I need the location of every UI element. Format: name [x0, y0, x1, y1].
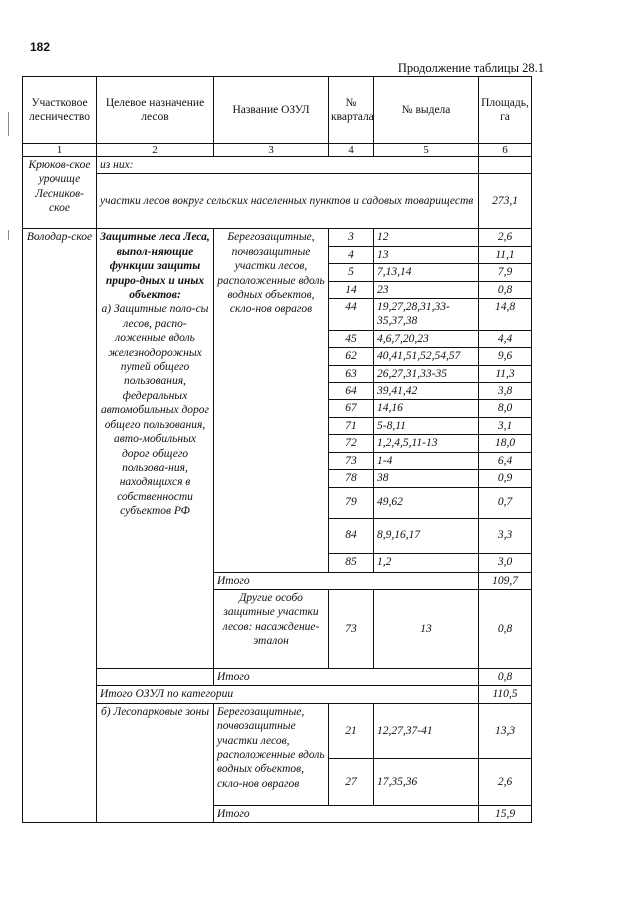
plot-cell: 12: [374, 229, 479, 246]
of-them-label: из них:: [97, 157, 479, 174]
page-number: 182: [30, 40, 51, 54]
area-cell: 4,4: [479, 330, 532, 347]
plot-cell: 19,27,28,31,33-35,37,38: [374, 299, 479, 331]
quarter-cell: 84: [329, 518, 374, 553]
quarter-cell: 79: [329, 487, 374, 518]
plot-cell: 1-4: [374, 452, 479, 469]
column-number: 1: [23, 144, 97, 157]
area-cell: 2,6: [479, 229, 532, 246]
table-row: [23, 229, 532, 246]
quarter-cell: 14: [329, 281, 374, 298]
subtotal-value: 109,7: [479, 572, 532, 589]
subtotal-label: Итого: [214, 805, 479, 822]
area-cell: 11,1: [479, 246, 532, 263]
area-cell: 3,3: [479, 518, 532, 553]
quarter-cell: 73: [329, 452, 374, 469]
subtotal-value: 15,9: [479, 805, 532, 822]
other-ozul-name: Другие особо защитные участки лесов: насаждение-эталон: [214, 589, 329, 668]
subtotal-row: [23, 668, 532, 685]
plot-cell: 7,13,14: [374, 264, 479, 281]
area-cell: 7,9: [479, 264, 532, 281]
quarter-cell: 44: [329, 299, 374, 331]
header-ozul-name: Название ОЗУЛ: [214, 77, 329, 144]
table-row: [23, 174, 532, 229]
area-cell: 6,4: [479, 452, 532, 469]
plot-cell: 49,62: [374, 487, 479, 518]
plot-cell: 1,2: [374, 553, 479, 572]
purpose-title: Защитные леса Леса, выпол-няющие функции защиты приро-дных и иных объектов:: [100, 231, 210, 302]
margin-mark: [8, 112, 9, 136]
quarter-cell: 21: [329, 703, 374, 758]
quarter-cell: 3: [329, 229, 374, 246]
area-cell: 3,8: [479, 383, 532, 400]
column-number: 6: [479, 144, 532, 157]
plot-cell: 5-8,11: [374, 417, 479, 434]
plot-cell: 13: [374, 246, 479, 263]
column-number: 2: [97, 144, 214, 157]
quarter-cell: 63: [329, 365, 374, 382]
plot-cell: 26,27,31,33-35: [374, 365, 479, 382]
header-purpose: Целевое назначение лесов: [97, 77, 214, 144]
quarter-cell: 67: [329, 400, 374, 417]
area-cell: 0,9: [479, 470, 532, 487]
area-cell: 0,7: [479, 487, 532, 518]
area-cell: 9,6: [479, 348, 532, 365]
park-zone-title: б) Лесопарковые зоны: [97, 703, 214, 822]
area-cell: 14,8: [479, 299, 532, 331]
plot-cell: 1,2,4,5,11-13: [374, 435, 479, 452]
plot-cell: 13: [374, 589, 479, 668]
quarter-cell: 78: [329, 470, 374, 487]
column-number: 5: [374, 144, 479, 157]
subtotal-value: 0,8: [479, 668, 532, 685]
plot-cell: 8,9,16,17: [374, 518, 479, 553]
column-number: 4: [329, 144, 374, 157]
quarter-cell: 62: [329, 348, 374, 365]
plot-cell: 12,27,37-41: [374, 703, 479, 758]
area-cell: 0,8: [479, 589, 532, 668]
quarter-cell: 72: [329, 435, 374, 452]
subtotal-label: Итого: [214, 668, 479, 685]
plot-cell: 40,41,51,52,54,57: [374, 348, 479, 365]
plot-cell: 39,41,42: [374, 383, 479, 400]
table-row: [23, 703, 532, 758]
forestry-name: Володар-ское: [23, 229, 97, 823]
ozul-name: Берегозащитные, почвозащитные участки лесов, расположенные вдоль водных объектов, скло-нов оврагов: [214, 229, 329, 572]
plot-cell: 4,6,7,20,23: [374, 330, 479, 347]
area-cell: [479, 157, 532, 174]
park-ozul-name: Берегозащитные, почвозащитные участки лесов, расположенные вдоль водных объектов, скло-нов оврагов: [214, 703, 329, 805]
purpose-subtitle: а) Защитные поло-сы лесов, распо-ложенные вдоль железнодорожных путей общего пользования, федеральных автомобильных дорог общего пользования, авто-мобильных дорог общего пользова-ния, находящихся в собственности субъектов РФ: [100, 303, 210, 518]
purpose-cell: [97, 229, 214, 669]
area-cell: 273,1: [479, 174, 532, 229]
header-quarter: № квартала: [329, 77, 374, 144]
header-forestry: Участковое лесничество: [23, 77, 97, 144]
quarter-cell: 4: [329, 246, 374, 263]
header-area: Площадь, га: [479, 77, 532, 144]
plot-cell: 17,35,36: [374, 758, 479, 805]
category-total-value: 110,5: [479, 686, 532, 703]
area-cell: 0,8: [479, 281, 532, 298]
area-cell: 18,0: [479, 435, 532, 452]
quarter-cell: 73: [329, 589, 374, 668]
area-cell: 3,0: [479, 553, 532, 572]
table-continuation-caption: Продолжение таблицы 28.1: [397, 61, 544, 75]
quarter-cell: 27: [329, 758, 374, 805]
forestry-name: Крюков-ское урочище Лесников-ское: [23, 157, 97, 229]
area-cell: 2,6: [479, 758, 532, 805]
plot-description: участки лесов вокруг сельских населенных пунктов и садовых товариществ: [97, 174, 479, 229]
ozul-table: [22, 76, 532, 823]
quarter-cell: 85: [329, 553, 374, 572]
quarter-cell: 64: [329, 383, 374, 400]
table-header-row: [23, 77, 532, 144]
quarter-cell: 5: [329, 264, 374, 281]
area-cell: 13,3: [479, 703, 532, 758]
area-cell: 3,1: [479, 417, 532, 434]
category-total-row: [23, 686, 532, 703]
column-number-row: [23, 144, 532, 157]
column-number: 3: [214, 144, 329, 157]
margin-mark: [8, 230, 9, 240]
area-cell: 11,3: [479, 365, 532, 382]
header-plot: № выдела: [374, 77, 479, 144]
quarter-cell: 71: [329, 417, 374, 434]
area-cell: 8,0: [479, 400, 532, 417]
category-total-label: Итого ОЗУЛ по категории: [97, 686, 479, 703]
empty-cell: [97, 668, 214, 685]
plot-cell: 23: [374, 281, 479, 298]
quarter-cell: 45: [329, 330, 374, 347]
plot-cell: 38: [374, 470, 479, 487]
table-row: [23, 157, 532, 174]
subtotal-label: Итого: [214, 572, 479, 589]
plot-cell: 14,16: [374, 400, 479, 417]
